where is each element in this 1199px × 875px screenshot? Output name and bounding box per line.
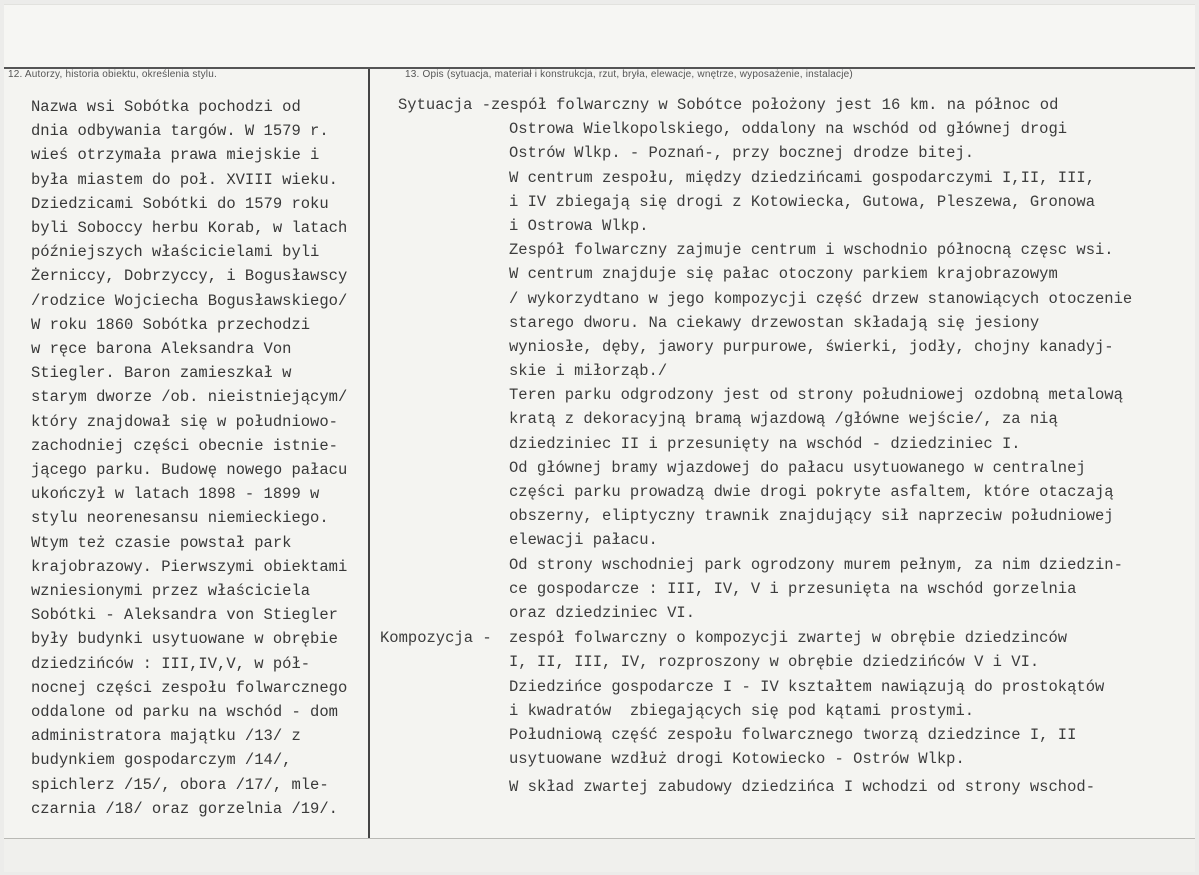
description-text-line [380, 93, 1180, 117]
description-text: kratą z dekoracyjną bramą wjazdową /główne wejście/, za nią [509, 410, 1058, 429]
description-text: dziedziniec II i przesunięty na wschód - dziedziniec I. [509, 434, 1021, 453]
description-text: Dziedzińce gospodarcze I - IV kształtem nawiązują do prostokątów [509, 677, 1105, 696]
description-text: Zespół folwarczny zajmuje centrum i wschodnio północną częsc wsi. [509, 241, 1114, 260]
history-text-line: który znajdował się w południowo- [31, 412, 338, 431]
description-text: Od strony wschodniej park ogrodzony murem pełnym, za nim dziedzin- [509, 555, 1123, 574]
description-text: Ostrowa Wielkopolskiego, oddalony na wschód od głównej drogi [509, 120, 1068, 139]
description-text: zespół folwarczny o kompozycji zwartej w obrębie dziedzinców [509, 629, 1068, 648]
description-text-line [380, 480, 1180, 504]
description-text: ce gospodarcze : III, IV, V i przesunięta na wschód gorzelnia [509, 579, 1077, 598]
history-text-column [31, 95, 367, 821]
history-text-line: jącego parku. Budowę nowego pałacu [31, 461, 348, 480]
left-column-header: 12. Autorzy, historia obiektu, określenia stylu. [8, 69, 217, 80]
description-text: i kwadratów zbiegających się pod kątami prostymi. [509, 701, 975, 720]
description-text-line [380, 675, 1180, 699]
description-text-line [380, 775, 1180, 799]
history-text-line: dnia odbywania targów. W 1579 r. [31, 122, 329, 141]
history-text-line: czarnia /18/ oraz gorzelnia /19/. [31, 799, 338, 818]
description-text-line [380, 214, 1180, 238]
history-text-line: Wtym też czasie powstał park [31, 533, 292, 552]
description-text: i IV zbiegają się drogi z Kotowiecka, Gutowa, Pleszewa, Gronowa [509, 192, 1095, 211]
description-text: części parku prowadzą dwie drogi pokryte asfaltem, które otaczają [509, 483, 1114, 501]
description-text: Od głównej bramy wjazdowej do pałacu usytuowanego w centralnej [509, 458, 1086, 477]
description-text-line [380, 407, 1180, 431]
description-text-line [380, 311, 1180, 335]
history-text-line: W roku 1860 Sobótka przechodzi [31, 315, 311, 334]
description-text: usytuowane wzdłuż drogi Kotowiecko - Ostrów Wlkp. [509, 750, 965, 769]
description-text-line [380, 287, 1180, 311]
history-text-line: dziedzińców : III,IV,V, w pół- [31, 654, 311, 673]
description-text: W centrum znajduje się pałac otoczony parkiem krajobrazowym [509, 265, 1058, 284]
history-text-line: wieś otrzymała prawa miejskie i [31, 146, 320, 165]
history-text-line: Dziedzicami Sobótki do 1579 roku [31, 194, 329, 213]
description-text: W skład zwartej zabudowy dziedzińca I wchodzi od strony wschod- [509, 778, 1095, 797]
description-text: starego dworu. Na ciekawy drzewostan składają się jesiony [509, 313, 1040, 332]
section-label: Sytuacja - [398, 96, 492, 114]
description-text-line [380, 166, 1180, 190]
description-text: / wykorzydtano w jego kompozycji część drzew stanowiących otoczenie [509, 289, 1133, 308]
history-text-line: Żerniccy, Dobrzyccy, i Bogusławscy [31, 267, 348, 286]
description-text-line [380, 723, 1180, 747]
history-text-line: Stiegler. Baron zamieszkał w [31, 364, 292, 383]
description-text: Ostrów Wlkp. - Poznań-, przy bocznej drodze bitej. [509, 144, 975, 163]
history-text-line: były budynki usytuowane w obrębie [31, 630, 338, 649]
description-text: oraz dziedziniec VI. [509, 603, 696, 622]
history-text-line: wzniesionymi przez właściciela [31, 582, 311, 601]
description-text-line [380, 699, 1180, 723]
history-text-line: w ręce barona Aleksandra Von [31, 340, 292, 359]
description-text-line [380, 359, 1180, 383]
column-divider [368, 69, 370, 839]
description-text-line [380, 141, 1180, 165]
description-text-line [380, 432, 1180, 456]
description-text-column [380, 93, 1180, 799]
right-column-header: 13. Opis (sytuacja, materiał i konstrukcja, rzut, bryła, elewacje, wnętrze, wyposażenie, instalacje) [405, 69, 853, 80]
history-text-line: późniejszych właścicielami byli [31, 243, 320, 262]
history-text-line: byli Soboccy herbu Korab, w latach [31, 219, 348, 238]
description-text: obszerny, eliptyczny trawnik znajdujący sił naprzeciw południowej [509, 507, 1114, 526]
history-text-line: była miastem do poł. XVIII wieku. [31, 170, 338, 189]
description-text-line [380, 577, 1180, 601]
description-text-line [380, 335, 1180, 359]
description-text: elewacji pałacu. [509, 531, 658, 550]
description-text: Południową część zespołu folwarcznego tworzą dziedzince I, II [509, 725, 1077, 744]
description-text-line [380, 190, 1180, 214]
history-text-line: Nazwa wsi Sobótka pochodzi od [31, 98, 301, 116]
history-text-line: starym dworze /ob. nieistniejącym/ [31, 388, 348, 407]
history-text-line: krajobrazowy. Pierwszymi obiektami [31, 557, 348, 576]
description-text-line [380, 601, 1180, 625]
history-text-line: Sobótki - Aleksandra von Stiegler [31, 606, 338, 625]
description-text-line [380, 528, 1180, 552]
history-text-line: stylu neorenesansu niemieckiego. [31, 509, 329, 528]
history-text-line: oddalone od parku na wschód - dom [31, 703, 338, 722]
history-text-line: spichlerz /15/, obora /17/, mle- [31, 775, 329, 794]
description-text-line [380, 626, 1180, 650]
description-text: W centrum zespołu, między dziedzińcami gospodarczymi I,II, III, [509, 168, 1095, 187]
top-margin [4, 5, 1195, 67]
history-text-line: ukończył w latach 1898 - 1899 w [31, 485, 320, 504]
description-text: wyniosłe, dęby, jawory purpurowe, świerki, jodły, chojny kanadyj- [509, 337, 1114, 356]
description-text-line [380, 262, 1180, 286]
bottom-margin [4, 839, 1195, 872]
description-text-line [380, 383, 1180, 407]
description-text-line [380, 117, 1180, 141]
description-text-line [380, 456, 1180, 480]
history-text-line: zachodniej części obecnie istnie- [31, 436, 338, 455]
description-text-line [380, 238, 1180, 262]
description-text-line [380, 553, 1180, 577]
history-text-line: administratora majątku /13/ z [31, 727, 301, 746]
description-text: Teren parku odgrodzony jest od strony południowej ozdobną metalową [509, 386, 1123, 405]
description-text: zespół folwarczny w Sobótce położony jest 16 km. na północ od [491, 96, 1059, 114]
description-text-line [380, 504, 1180, 528]
description-text: I, II, III, IV, rozproszony w obrębie dziedzińców V i VI. [509, 653, 1040, 672]
description-text-line [380, 650, 1180, 674]
description-text-line [380, 747, 1180, 771]
section-label: Kompozycja - [380, 629, 492, 648]
history-text-line: /rodzice Wojciecha Bogusławskiego/ [31, 291, 348, 310]
history-text-line: budynkiem gospodarczym /14/, [31, 751, 292, 770]
description-text: skie i miłorząb./ [509, 362, 668, 381]
history-text-line: nocnej części zespołu folwarcznego [31, 678, 348, 697]
description-text: i Ostrowa Wlkp. [509, 216, 649, 235]
